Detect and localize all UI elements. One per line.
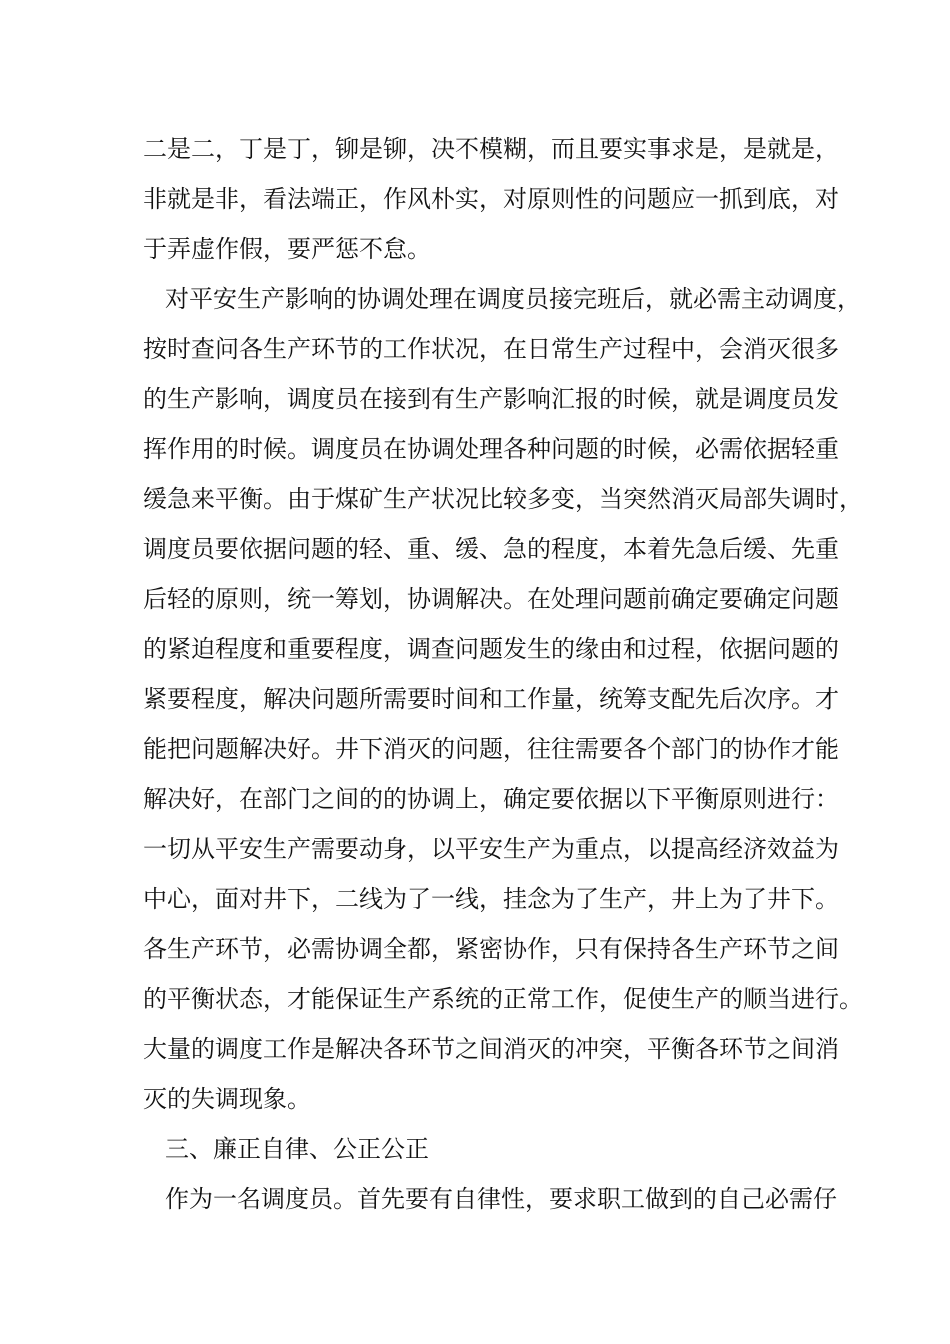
paragraph-line: 能把问题解决好。井下消灭的问题，往往需要各个部门的协作才能 xyxy=(143,735,839,763)
section-heading: 三、廉正自律、公正公正 xyxy=(165,1135,429,1163)
paragraph-line: 非就是非，看法端正，作风朴实，对原则性的问题应一抓到底，对 xyxy=(143,185,839,213)
paragraph-line: 挥作用的时候。调度员在协调处理各种问题的时候，必需依据轻重 xyxy=(143,435,839,463)
paragraph-line: 按时查问各生产环节的工作状况，在日常生产过程中，会消灭很多 xyxy=(143,335,839,363)
paragraph-line: 大量的调度工作是解决各环节之间消灭的冲突，平衡各环节之间消 xyxy=(143,1035,839,1063)
paragraph-line: 紧要程度，解决问题所需要时间和工作量，统筹支配先后次序。才 xyxy=(143,685,839,713)
paragraph-line: 解决好，在部门之间的的协调上，确定要依据以下平衡原则进行： xyxy=(143,785,839,813)
paragraph-line: 的平衡状态，才能保证生产系统的正常工作，促使生产的顺当进行。 xyxy=(143,985,863,1013)
paragraph-line: 各生产环节，必需协调全都，紧密协作，只有保持各生产环节之间 xyxy=(143,935,839,963)
paragraph-line: 对平安生产影响的协调处理在调度员接完班后，就必需主动调度， xyxy=(165,285,861,313)
paragraph-line: 一切从平安生产需要动身，以平安生产为重点，以提高经济效益为 xyxy=(143,835,839,863)
paragraph-line: 于弄虚作假，要严惩不怠。 xyxy=(143,235,431,263)
paragraph-line: 的生产影响，调度员在接到有生产影响汇报的时候，就是调度员发 xyxy=(143,385,839,413)
paragraph-line: 中心，面对井下，二线为了一线，挂念为了生产，井上为了井下。 xyxy=(143,885,839,913)
paragraph-line: 后轻的原则，统一筹划，协调解决。在处理问题前确定要确定问题 xyxy=(143,585,839,613)
paragraph-line: 调度员要依据问题的轻、重、缓、急的程度，本着先急后缓、先重 xyxy=(143,535,839,563)
paragraph-line: 灭的失调现象。 xyxy=(143,1085,311,1113)
paragraph-line: 二是二，丁是丁，铆是铆，决不模糊，而且要实事求是，是就是， xyxy=(143,135,839,163)
paragraph-line: 缓急来平衡。由于煤矿生产状况比较多变，当突然消灭局部失调时， xyxy=(143,485,863,513)
paragraph-line: 作为一名调度员。首先要有自律性，要求职工做到的自己必需仔 xyxy=(165,1185,837,1213)
paragraph-line: 的紧迫程度和重要程度，调查问题发生的缘由和过程，依据问题的 xyxy=(143,635,839,663)
